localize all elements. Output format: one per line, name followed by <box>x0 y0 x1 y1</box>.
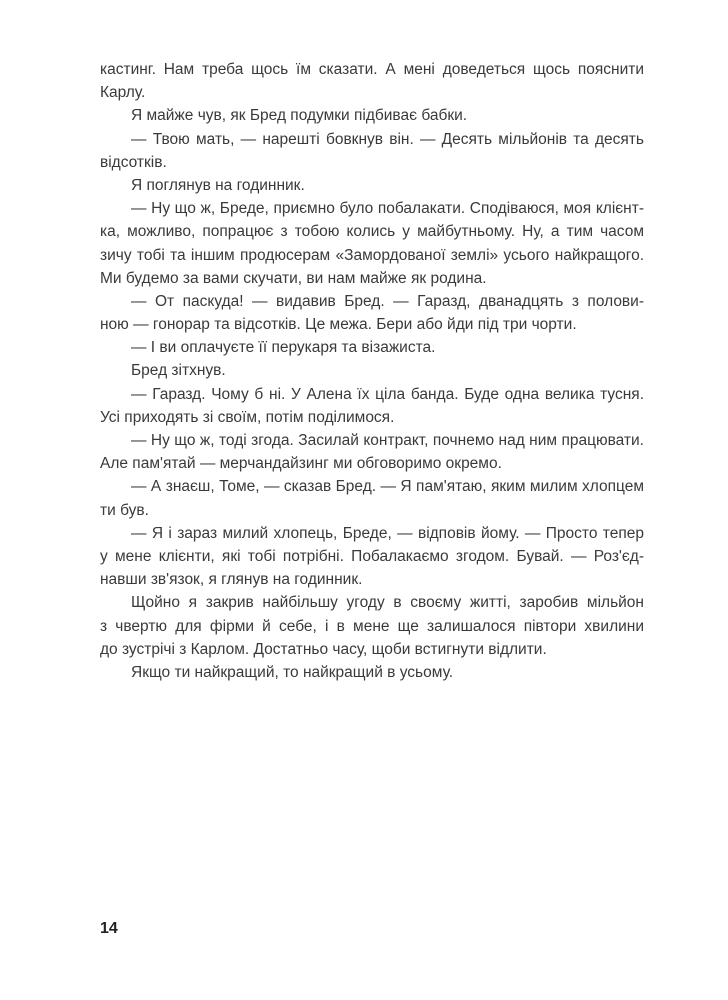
text-line-content: — От паскуда! — видавив Бред. — Гаразд, дванадцять з полови- <box>131 292 644 310</box>
text-line-content: — Я і зараз милий хлопець, Бреде, — відповів йому. — Просто тепер <box>131 524 644 542</box>
body-text <box>100 58 644 684</box>
text-line-content: Я майже чув, як Бред подумки підбиває бабки. <box>131 107 468 125</box>
text-line <box>100 290 644 313</box>
text-line <box>100 383 644 406</box>
text-line <box>100 475 644 498</box>
text-line-content: Карлу. <box>100 84 146 102</box>
text-line <box>100 359 644 382</box>
text-line <box>100 197 644 220</box>
text-line <box>100 638 644 661</box>
text-line-content: ти був. <box>100 501 149 519</box>
text-line <box>100 220 644 243</box>
text-line-content: Але пам'ятай — мерчандайзинг ми обговоримо окремо. <box>100 455 502 473</box>
text-line-content: з чвертю для фірми й себе, і в мене ще залишалося півтори хвилини <box>100 617 644 635</box>
text-line-content: навши зв'язок, я глянув на годинник. <box>100 571 363 589</box>
text-line <box>100 452 644 475</box>
text-line-content: ка, можливо, попрацює з тобою колись у майбутньому. Ну, а тим часом <box>100 223 644 241</box>
text-line <box>100 429 644 452</box>
text-line-content: Якщо ти найкращий, то найкращий в усьому. <box>131 663 454 681</box>
text-line <box>100 81 644 104</box>
text-line-content: кастинг. Нам треба щось їм сказати. А мені доведеться щось пояснити <box>100 61 644 78</box>
text-line-content: ною — гонорар та відсотків. Це межа. Бери або йди під три чорти. <box>100 316 577 334</box>
text-line <box>100 151 644 174</box>
text-line-content: у мене клієнти, які тобі потрібні. Побалакаємо згодом. Бувай. — Роз'єд- <box>100 547 644 565</box>
text-line-content: відсотків. <box>100 153 167 171</box>
text-line-content: — Ну що ж, Бреде, приємно було побалакати. Сподіваюся, моя клієнт- <box>131 200 644 218</box>
text-line <box>100 499 644 522</box>
text-line-content: — Гаразд. Чому б ні. У Алена їх ціла банда. Буде одна велика тусня. <box>131 385 644 403</box>
text-line-content: Я поглянув на годинник. <box>131 176 305 194</box>
text-line-content: Щойно я закрив найбільшу угоду в своєму житті, заробив мільйон <box>131 594 644 612</box>
text-line <box>100 174 644 197</box>
text-line <box>100 545 644 568</box>
text-line-content: — І ви оплачуєте її перукаря та візажиста. <box>131 339 436 357</box>
text-line-content: — Твою мать, — нарешті бовкнув він. — Десять мільйонів та десять <box>131 130 644 148</box>
text-line-content: Ми будемо за вами скучати, ви нам майже як родина. <box>100 269 487 287</box>
text-line <box>100 591 644 614</box>
text-line-content: — Ну що ж, тоді згода. Засилай контракт, почнемо над ним працювати. <box>131 432 644 449</box>
text-line <box>100 406 644 429</box>
text-line <box>100 267 644 290</box>
text-line <box>100 104 644 127</box>
page-number: 14 <box>100 920 118 937</box>
text-line-content: — А знаєш, Томе, — сказав Бред. — Я пам'ятаю, яким милим хлопцем <box>131 478 644 496</box>
text-line <box>100 58 644 81</box>
text-line-content: до зустрічі з Карлом. Достатньо часу, щоби встигнути відлити. <box>100 640 547 658</box>
text-line <box>100 568 644 591</box>
text-line <box>100 336 644 359</box>
text-line <box>100 313 644 336</box>
text-line <box>100 661 644 684</box>
text-line-content: зичу тобі та іншим продюсерам «Замордованої землі» усього найкращого. <box>100 246 644 264</box>
text-line <box>100 244 644 267</box>
text-line <box>100 522 644 545</box>
text-line-content: Бред зітхнув. <box>131 362 226 380</box>
text-line <box>100 128 644 151</box>
text-line-content: Усі приходять зі своїм, потім поділимося. <box>100 408 395 426</box>
text-line <box>100 615 644 638</box>
